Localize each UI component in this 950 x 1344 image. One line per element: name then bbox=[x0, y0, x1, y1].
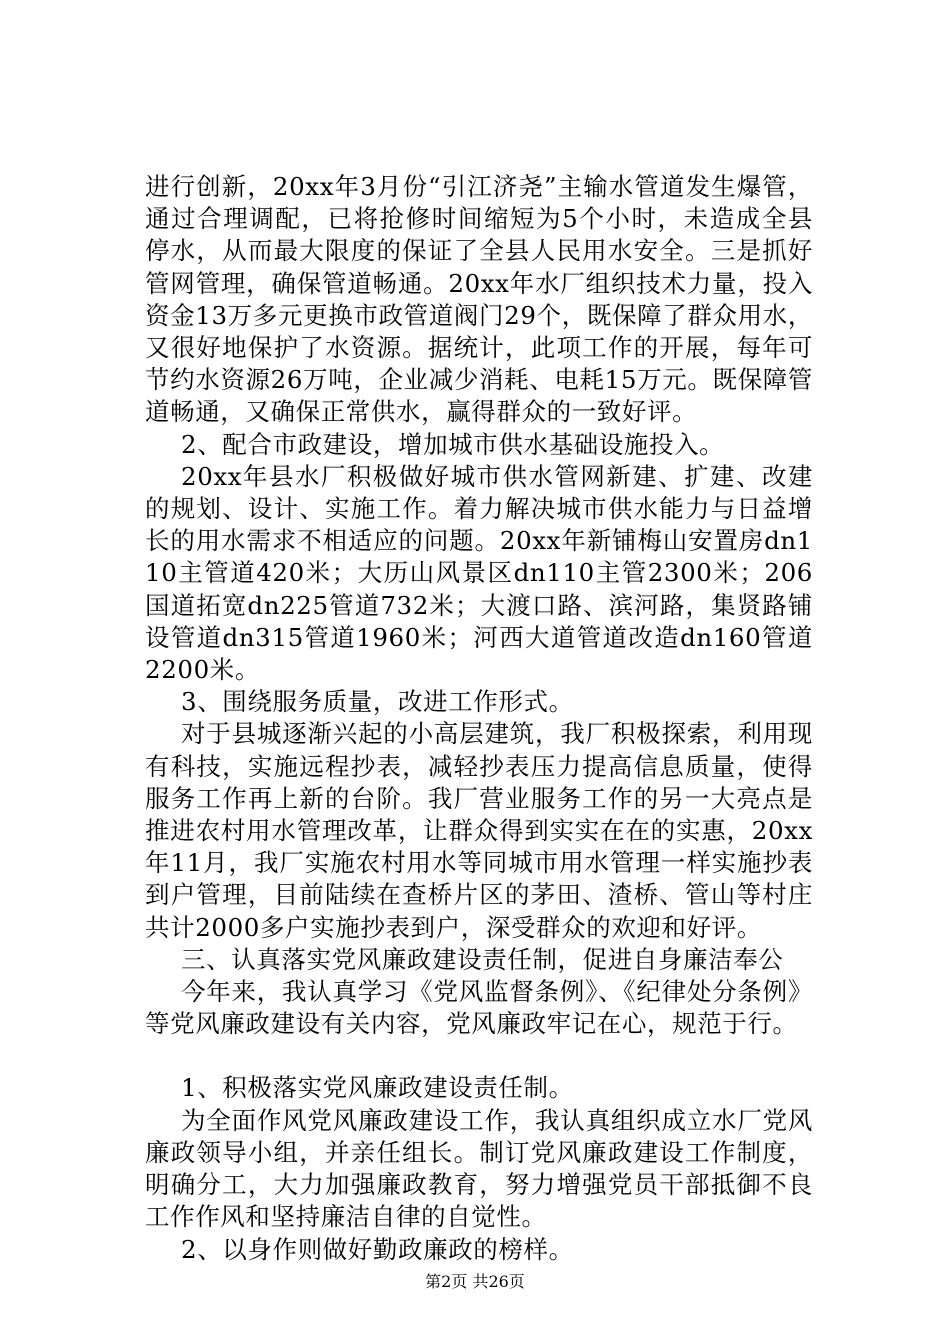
paragraph-gap bbox=[145, 1040, 813, 1072]
paragraph-service-quality: 对于县城逐渐兴起的小高层建筑，我厂积极探索，利用现有科技，实施远程抄表，减轻抄表压力提高信息质量，使得服务工作再上新的台阶。我厂营业服务工作的另一大亮点是推进农村用水管理改革，让群众得到实实在在的实惠，20xx年11月，我厂实施农村用水等同城市用水管理一样实施抄表到户管理，目前陆续在查桥片区的茅田、渣桥、管山等村庄共计2000多户实施抄表到户，深受群众的欢迎和好评。 bbox=[145, 719, 813, 942]
section-heading-2: 2、配合市政建设，增加城市供水基础设施投入。 bbox=[181, 429, 725, 459]
page-number-footer: 第2页 共26页 bbox=[425, 1272, 525, 1291]
paragraph-continuation: 进行创新，20xx年3月份“引江济尧”主输水管道发生爆管，通过合理调配，已将抢修时间缩短为5个小时，未造成全县停水，从而最大限度的保证了全县人民用水安全。三是抓好管网管理，确保管道畅通。20xx年水厂组织技术力量，投入资金13万多元更换市政管道阀门29个，既保障了群众用水，又很好地保护了水资源。据统计，此项工作的开展，每年可节约水资源26万吨，企业减少消耗、电耗15万元。既保障管道畅通，又确保正常供水，赢得群众的一致好评。 bbox=[145, 172, 813, 427]
section-heading-1: 1、积极落实党风廉政建设责任制。 bbox=[181, 1073, 574, 1103]
section-heading-2b: 2、以身作则做好勤政廉政的榜样。 bbox=[181, 1234, 574, 1264]
chapter-heading-3: 三、认真落实党风廉政建设责任制，促进自身廉洁奉公 bbox=[181, 944, 784, 974]
document-body bbox=[145, 171, 813, 1266]
section-heading-3: 3、围绕服务质量，改进工作形式。 bbox=[181, 687, 574, 717]
paragraph-water-network: 20xx年县水厂积极做好城市供水管网新建、扩建、改建的规划、设计、实施工作。着力解决城市供水能力与日益增长的用水需求不相适应的问题。20xx年新铺梅山安置房dn110主管道420米；大历山风景区dn110主管2300米；206国道拓宽dn225管道732米；大渡口路、滨河路，集贤路铺设管道dn315管道1960米；河西大道管道改造dn160管道2200米。 bbox=[145, 461, 813, 685]
paragraph-study-regulations: 今年来，我认真学习《党风监督条例》、《纪律处分条例》等党风廉政建设有关内容，党风廉政牢记在心，规范于行。 bbox=[145, 977, 813, 1039]
paragraph-responsibility-system: 为全面作风党风廉政建设工作，我认真组织成立水厂党风廉政领导小组，并亲任组长。制订党风廉政建设工作制度，明确分工，大力加强廉政教育，努力增强党员干部抵御不良工作作风和坚持廉洁自律的自觉性。 bbox=[145, 1105, 813, 1232]
